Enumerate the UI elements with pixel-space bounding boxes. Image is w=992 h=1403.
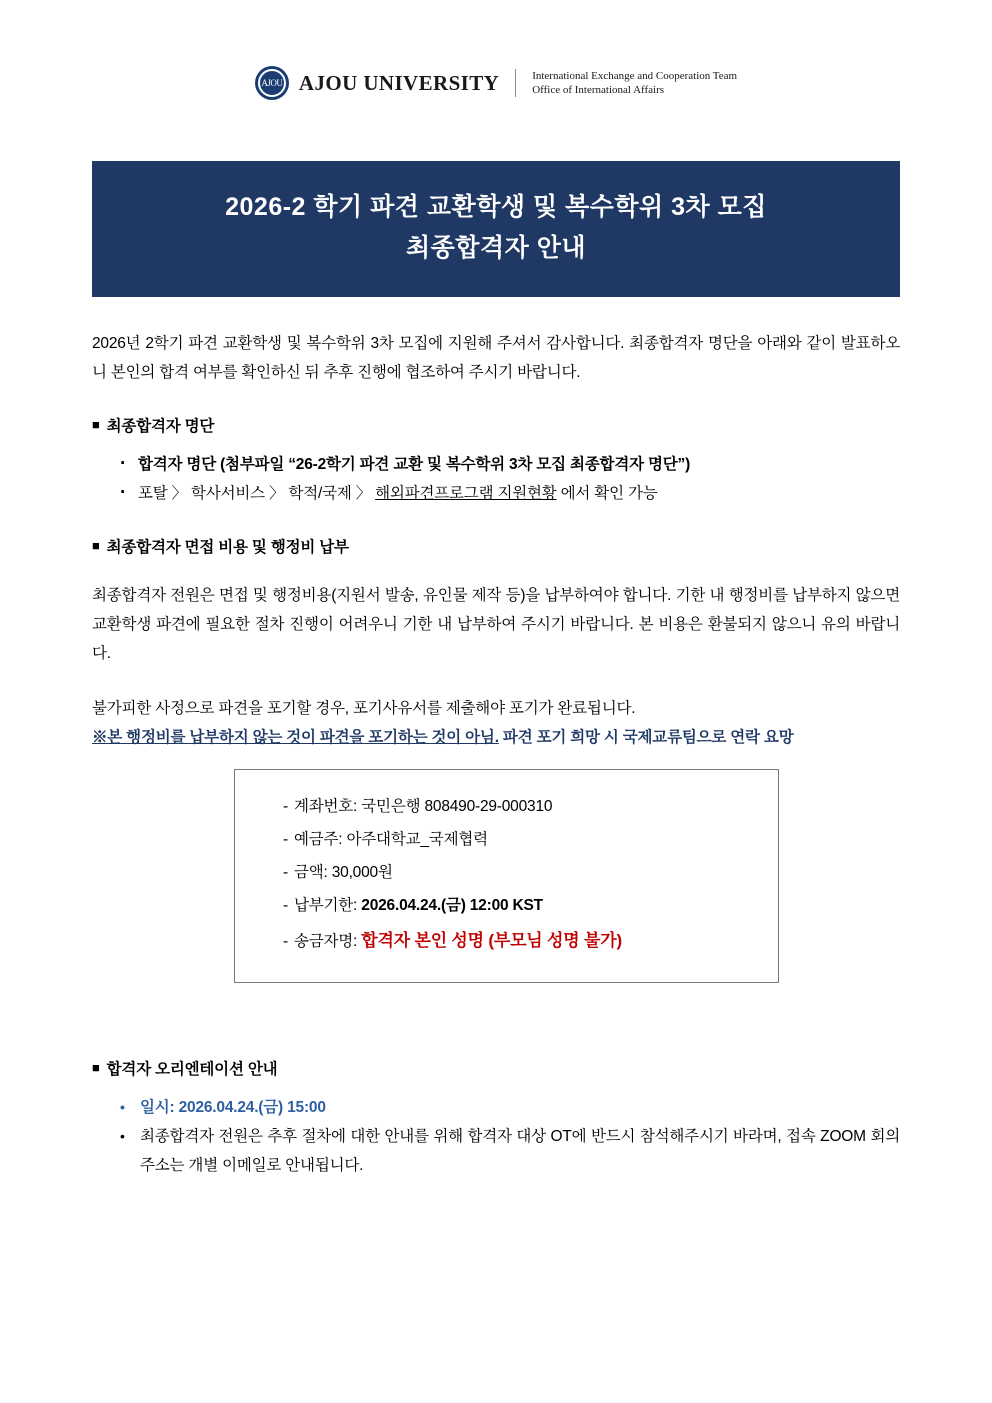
dash-marker: -	[283, 933, 288, 950]
section-heading-list	[92, 414, 900, 436]
university-name: AJOU UNIVERSITY	[298, 70, 500, 95]
account-value: 합격자 본인 성명 (부모님 성명 불가)	[361, 931, 622, 950]
dash-marker: -	[283, 831, 288, 848]
list-item	[118, 479, 900, 508]
title-banner	[92, 161, 900, 297]
department-lines	[532, 69, 737, 97]
section-heading-list-text: 최종합격자 명단	[106, 418, 215, 435]
intro-paragraph: 2026년 2학기 파견 교환학생 및 복수학위 3차 모집에 지원해 주셔서 감사합니다. 최종합격자 명단을 아래와 같이 발표하오니 본인의 합격 여부를 확인하신 뒤 추후 진행에 협조하여 주시기 바랍니다.	[92, 335, 900, 381]
dash-marker: -	[283, 798, 288, 815]
account-value: 국민은행 808490-29-000310	[361, 798, 553, 815]
account-label: 송금자명:	[293, 933, 358, 950]
account-row	[283, 790, 778, 823]
section-heading-orientation	[92, 1057, 900, 1079]
account-label: 납부기한:	[293, 897, 358, 914]
title-line-1: 2026-2 학기 파견 교환학생 및 복수학위 3차 모집	[225, 193, 767, 221]
section-heading-fee-text: 최종합격자 면접 비용 및 행정비 납부	[106, 539, 349, 556]
section-heading-fee	[92, 535, 900, 557]
square-bullet-icon: ■	[92, 1060, 100, 1075]
header-divider	[515, 69, 516, 97]
account-value: 30,000원	[331, 864, 393, 881]
account-label: 금액:	[293, 864, 328, 881]
list-item: • 최종합격자 전원은 추후 절차에 대한 안내를 위해 합격자 대상 OT에 반드시 참석해주시기 바라며, 접속 ZOOM 회의 주소는 개별 이메일로 안내됩니다.	[118, 1122, 900, 1180]
account-row	[283, 889, 778, 922]
account-info-box	[234, 769, 779, 983]
header-logo-row	[92, 0, 900, 104]
account-label: 예금주:	[293, 831, 343, 848]
department-line-2: Office of International Affairs	[532, 84, 665, 96]
fee-warning-underlined: ※본 행정비를 납부하지 않는 것이 파견을 포기하는 것이 아님.	[92, 729, 499, 746]
fee-paragraph-2: 불가피한 사정으로 파견을 포기할 경우, 포기사유서를 제출해야 포기가 완료됩니다.	[92, 700, 636, 717]
department-line-1: International Exchange and Cooperation Team	[532, 70, 738, 82]
account-row	[283, 922, 778, 960]
account-value: 아주대학교_국제협력	[346, 831, 488, 848]
list-section-bullets	[92, 450, 900, 508]
list-item: · 합격자 명단 (첨부파일 “26-2학기 파견 교환 및 복수학위 3차 모집 최종합격자 명단”)	[118, 450, 900, 479]
portal-link-text[interactable]: 해외파견프로그램 지원현황	[375, 485, 557, 502]
dash-marker: -	[283, 897, 288, 914]
portal-path-prefix: 포탈 〉 학사서비스 〉 학적/국제 〉	[138, 485, 376, 502]
account-row	[283, 823, 778, 856]
ajou-seal-inner-text: AJOU	[258, 69, 286, 97]
square-bullet-icon: ■	[92, 417, 100, 432]
title-line-2: 최종합격자 안내	[406, 234, 586, 262]
list-item: • 일시: 2026.04.24.(금) 15:00	[118, 1093, 900, 1122]
dash-marker: -	[283, 864, 288, 881]
account-label: 계좌번호:	[293, 798, 358, 815]
ajou-seal-icon	[255, 66, 289, 100]
section-heading-orientation-text: 합격자 오리엔테이션 안내	[106, 1061, 278, 1078]
fee-warning	[92, 723, 900, 752]
portal-path-suffix: 에서 확인 가능	[556, 485, 658, 502]
account-value: 2026.04.24.(금) 12:00 KST	[361, 897, 543, 914]
fee-paragraph-1: 최종합격자 전원은 면접 및 행정비용(지원서 발송, 유인물 제작 등)을 납부하여야 합니다. 기한 내 행정비를 납부하지 않으면 교환학생 파견에 필요한 절차 진행이 어려우니 기한 내 납부하여 주시기 바랍니다. 본 비용은 환불되지 않으니 유의 바랍니다.	[92, 587, 900, 662]
fee-warning-rest: 파견 포기 희망 시 국제교류팀으로 연락 요망	[498, 729, 794, 746]
square-bullet-icon: ■	[92, 538, 100, 553]
account-row	[283, 856, 778, 889]
orientation-bullets	[92, 1093, 900, 1180]
